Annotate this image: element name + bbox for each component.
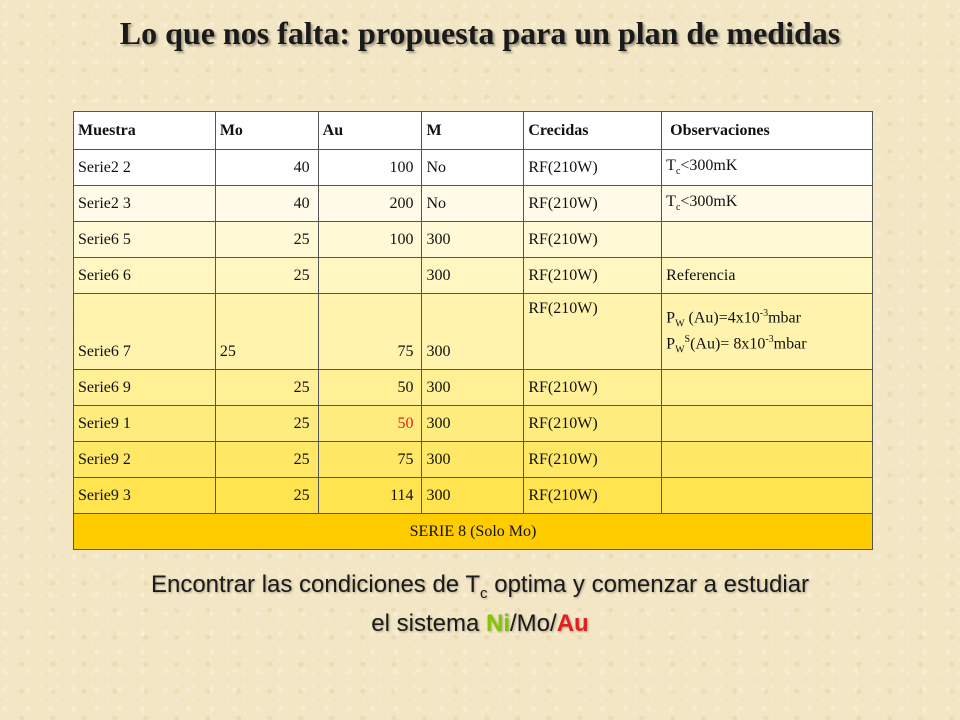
cell-crecidas: RF(210W)	[524, 478, 662, 514]
obs-line-2: $P_W^S(Au)=$ $8x10^{-3}mbar$	[666, 333, 807, 356]
cell-mo: 25	[215, 222, 318, 258]
cell-mo: 40	[215, 150, 318, 186]
table-header-row	[74, 112, 873, 150]
cell-au	[318, 258, 422, 294]
table-row	[74, 186, 873, 222]
cell-muestra: Serie9 2	[74, 442, 216, 478]
cell-au: 114	[318, 478, 422, 514]
cell-m: 300	[422, 258, 524, 294]
au-label: Au	[556, 609, 589, 637]
ni-label: Ni	[486, 609, 510, 637]
cell-muestra: Serie6 9	[74, 370, 216, 406]
cell-muestra: Serie2 2	[74, 150, 216, 186]
table-footer-row	[74, 514, 873, 550]
cell-muestra: Serie6 5	[74, 222, 216, 258]
cell-mo: 25	[215, 406, 318, 442]
cell-mo: 25	[215, 478, 318, 514]
header-crecidas: Crecidas	[524, 112, 662, 150]
cell-observaciones	[662, 370, 873, 406]
cell-observaciones	[662, 442, 873, 478]
cell-m: 300	[422, 406, 524, 442]
cell-au: 50	[318, 370, 422, 406]
cell-au: 200	[318, 186, 422, 222]
table-row	[74, 406, 873, 442]
cell-crecidas: RF(210W)	[524, 442, 662, 478]
cell-mo: 25	[215, 370, 318, 406]
cell-crecidas: RF(210W)	[524, 150, 662, 186]
cell-m: 300	[422, 370, 524, 406]
cell-m: 300	[422, 442, 524, 478]
cell-muestra: Serie2 3	[74, 186, 216, 222]
cell-muestra: Serie6 6	[74, 258, 216, 294]
cell-crecidas: RF(210W)	[524, 370, 662, 406]
cell-mo: 40	[215, 186, 318, 222]
cell-au: 75	[318, 294, 422, 370]
obs-line-1: $P_W$ $(Au)=4x10^{-3}mbar$	[666, 307, 801, 330]
cell-m: 300	[422, 478, 524, 514]
table-row	[74, 294, 873, 370]
cell-muestra: Serie9 1	[74, 406, 216, 442]
conclusion-text	[40, 570, 920, 639]
cell-observaciones: $T_c<300mK$	[662, 150, 873, 186]
cell-au: 100	[318, 150, 422, 186]
cell-observaciones: $T_c<300mK$	[662, 186, 873, 222]
cell-crecidas: RF(210W)	[524, 294, 662, 370]
slide-title: Lo que nos falta: propuesta para un plan de medidas	[119, 15, 841, 51]
cell-m: No	[422, 150, 524, 186]
cell-mo: 25	[215, 442, 318, 478]
measurement-plan-table	[73, 111, 873, 550]
cell-observaciones	[662, 406, 873, 442]
cell-mo: 25	[215, 258, 318, 294]
cell-observaciones	[662, 222, 873, 258]
cell-crecidas: RF(210W)	[524, 406, 662, 442]
header-muestra: Muestra	[74, 112, 216, 150]
cell-mo: 25	[215, 294, 318, 370]
serie-8-label: SERIE 8 (Solo Mo)	[74, 514, 873, 550]
header-m: M	[422, 112, 524, 150]
cell-muestra: Serie9 3	[74, 478, 216, 514]
cell-crecidas: RF(210W)	[524, 258, 662, 294]
header-observaciones: Observaciones	[662, 112, 873, 150]
cell-observaciones: Referencia	[662, 258, 873, 294]
cell-observaciones	[662, 478, 873, 514]
cell-au: 50	[318, 406, 422, 442]
cell-au: 100	[318, 222, 422, 258]
table-row	[74, 150, 873, 186]
cell-crecidas: RF(210W)	[524, 222, 662, 258]
table-row	[74, 370, 873, 406]
cell-crecidas: RF(210W)	[524, 186, 662, 222]
header-au: Au	[318, 112, 422, 150]
table-row	[74, 478, 873, 514]
conclusion-line-1: Encontrar las condiciones de $T_c$ optima y comenzar a estudiar	[150, 571, 810, 602]
cell-observaciones	[662, 294, 873, 370]
conclusion-line-2: el sistema Ni/Mo/Au	[371, 609, 589, 637]
table-row	[74, 442, 873, 478]
cell-m: No	[422, 186, 524, 222]
table-row	[74, 258, 873, 294]
cell-muestra: Serie6 7	[74, 294, 216, 370]
cell-m: 300	[422, 222, 524, 258]
header-mo: Mo	[215, 112, 318, 150]
cell-m: 300	[422, 294, 524, 370]
cell-au: 75	[318, 442, 422, 478]
table-row	[74, 222, 873, 258]
